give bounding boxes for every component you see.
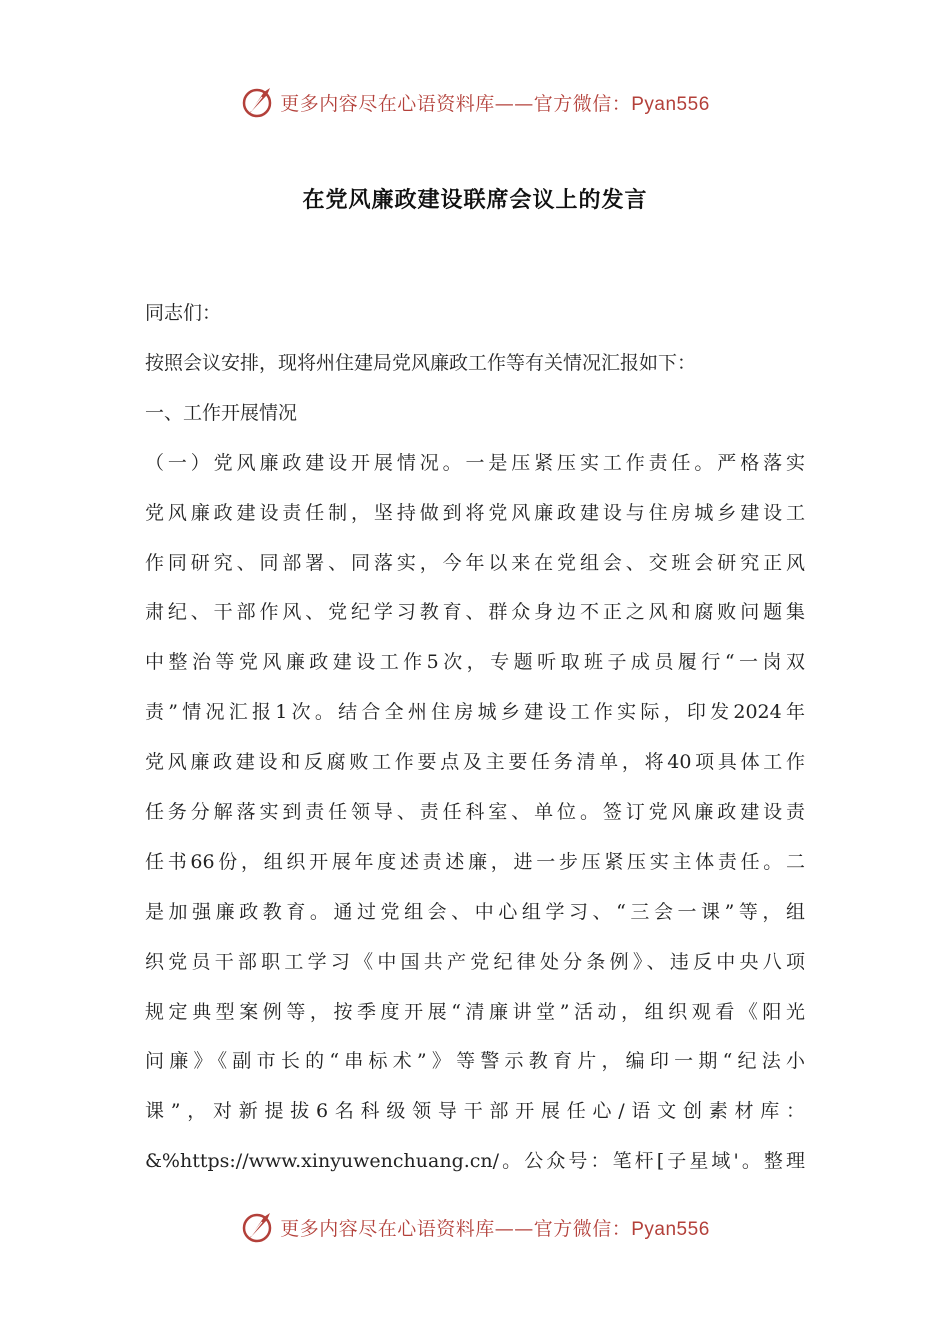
text-line: &%https://www.xinyuwenchuang.cn/。公众号：笔杆[子星域'。整理 — [145, 1150, 805, 1172]
text-line: 党风廉政建设和反腐败工作要点及主要任务清单，将40项具体工作 — [145, 751, 805, 773]
watermark-banner-bottom — [0, 1207, 950, 1247]
text-line: 肃纪、干部作风、党纪学习教育、群众身边不正之风和腐败问题集 — [145, 601, 805, 623]
watermark-text — [280, 1214, 710, 1241]
greeting: 同志们： — [145, 302, 222, 324]
quill-logo-icon — [240, 1209, 276, 1245]
text-line: 课”，对新提拔6名科级领导干部开展任心/语文创素材库： — [145, 1100, 805, 1122]
text-line: 中整治等党风廉政建设工作5次，专题听取班子成员履行“一岗双 — [145, 651, 805, 673]
text-line: 任书66份，组织开展年度述责述廉，进一步压紧压实主体责任。二 — [145, 851, 805, 873]
text-line: 是加强廉政教育。通过党组会、中心组学习、“三会一课”等，组 — [145, 901, 805, 923]
section-heading: 一、工作开展情况 — [145, 402, 298, 424]
text-line: （一）党风廉政建设开展情况。一是压紧压实工作责任。严格落实 — [145, 452, 805, 474]
watermark-label: 更多内容尽在心语资料库——官方微信： — [280, 92, 632, 115]
quill-logo-icon — [240, 84, 276, 120]
watermark-banner-top — [0, 82, 950, 122]
text-line: 责”情况汇报1次。结合全州住房城乡建设工作实际，印发2024年 — [145, 701, 805, 723]
text-line: 问廉》《副市长的“串标术”》等警示教育片，编印一期“纪法小 — [145, 1050, 805, 1072]
watermark-wechat-id: Pyan556 — [631, 1218, 710, 1240]
text-line: 作同研究、同部署、同落实，今年以来在党组会、交班会研究正风 — [145, 552, 805, 574]
text-line: 规定典型案例等，按季度开展“清廉讲堂”活动，组织观看《阳光 — [145, 1001, 805, 1023]
text-line: 党风廉政建设责任制，坚持做到将党风廉政建设与住房城乡建设工 — [145, 502, 805, 524]
text-line: 织党员干部职工学习《中国共产党纪律处分条例》、违反中央八项 — [145, 951, 805, 973]
text-line: 任务分解落实到责任领导、责任科室、单位。签订党风廉政建设责 — [145, 801, 805, 823]
watermark-wechat-id: Pyan556 — [631, 93, 710, 115]
watermark-text — [280, 89, 710, 116]
document-title: 在党风廉政建设联席会议上的发言 — [302, 187, 648, 213]
watermark-label: 更多内容尽在心语资料库——官方微信： — [280, 1217, 632, 1240]
text-line: 按照会议安排，现将州住建局党风廉政工作等有关情况汇报如下： — [145, 352, 697, 374]
